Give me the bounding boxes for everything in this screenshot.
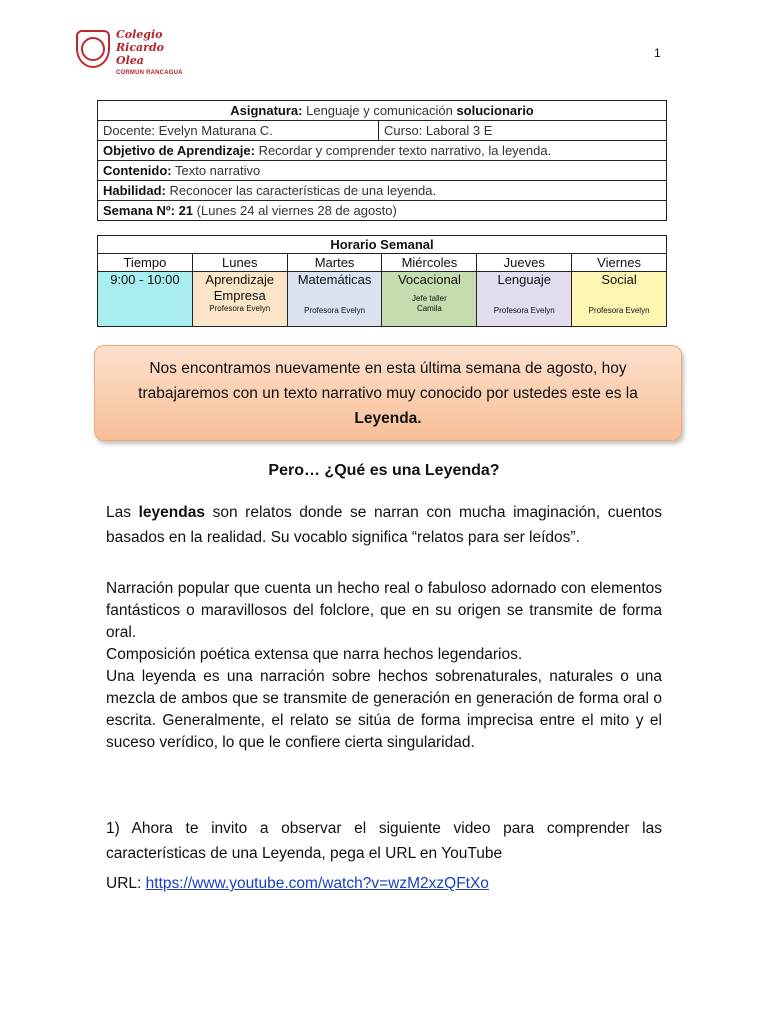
schedule-title: Horario Semanal: [98, 236, 667, 254]
header-tiempo: Tiempo: [98, 254, 193, 272]
habilidad-value: Reconocer las características de una leyenda.: [169, 183, 437, 198]
url-line: [106, 873, 662, 895]
contenido-row: [98, 161, 667, 181]
header-miercoles: Miércoles: [382, 254, 477, 272]
course-info-table: [97, 100, 667, 221]
semana-value: (Lunes 24 al viernes 28 de agosto): [196, 203, 397, 218]
docente-cell: Docente: Evelyn Maturana C.: [98, 121, 379, 141]
curso-cell: Curso: Laboral 3 E: [379, 121, 667, 141]
teacher-label: Profesora Evelyn: [588, 306, 650, 315]
task-instruction: 1) Ahora te invito a observar el siguiente video para comprender las características de una Leyenda, pega el URL en YouTube: [106, 820, 662, 862]
teacher-label: Profesora Evelyn: [304, 306, 366, 315]
callout-text: [113, 356, 663, 431]
logo-text: [116, 28, 188, 80]
intro-callout: [94, 345, 682, 441]
definition-paragraph-3: Composición poética extensa que narra hechos legendarios.: [106, 646, 523, 663]
objetivo-row: [98, 141, 667, 161]
objetivo-label: Objetivo de Aprendizaje:: [103, 143, 255, 158]
subject-label: Aprendizaje Empresa: [205, 272, 275, 303]
school-seal-icon: [76, 30, 110, 68]
asignatura-label: Asignatura:: [230, 103, 303, 118]
semana-number: 21: [178, 203, 194, 218]
asignatura-value: Lenguaje y comunicación: [306, 103, 453, 118]
contenido-value: Texto narrativo: [174, 163, 261, 178]
url-label: URL:: [106, 875, 142, 892]
schedule-cell-martes: [287, 272, 382, 327]
header-lunes: Lunes: [192, 254, 287, 272]
schedule-cell-lunes: [192, 272, 287, 327]
definition-paragraph-1: [106, 500, 662, 550]
header-jueves: Jueves: [477, 254, 572, 272]
asignatura-suffix: solucionario: [456, 103, 534, 118]
weekly-schedule-table: [97, 235, 667, 327]
habilidad-label: Habilidad:: [103, 183, 166, 198]
semana-row: [98, 201, 667, 221]
habilidad-row: [98, 181, 667, 201]
header-viernes: Viernes: [572, 254, 667, 272]
schedule-cell-viernes: [572, 272, 667, 327]
contenido-label: Contenido:: [103, 163, 172, 178]
schedule-cell-jueves: [477, 272, 572, 327]
teacher-label: Jefe taller Camila: [412, 294, 447, 313]
callout-body: Nos encontramos nuevamente en esta última semana de agosto, hoy trabajaremos con un texto narrativo muy conocido por ustedes este es la: [138, 359, 638, 402]
semana-label: Semana Nº:: [103, 203, 175, 218]
logo-line-1: Colegio: [116, 28, 163, 41]
subject-label: Lenguaje: [497, 272, 551, 287]
page-number: 1: [654, 46, 661, 60]
subject-label: Vocacional: [397, 272, 461, 287]
definition-paragraph-4: Una leyenda es una narración sobre hechos sobrenaturales, naturales o una mezcla de ambos que se transmite de generación en generación de forma oral o escrita. Generalmente, el relato se sitúa de forma imprecisa entre el mito y el suceso verídico, lo que le confiere cierta singularidad.: [106, 668, 662, 751]
teacher-label: Profesora Evelyn: [493, 306, 555, 315]
callout-bold: Leyenda.: [354, 409, 422, 427]
teacher-label: Profesora Evelyn: [209, 304, 271, 313]
p1-bold: leyendas: [138, 504, 205, 521]
logo-line-2: Ricardo Olea: [116, 41, 164, 67]
section-title: Pero… ¿Qué es una Leyenda?: [268, 462, 500, 479]
logo-line-3: CORMUN RANCAGUA: [116, 70, 183, 76]
header-martes: Martes: [287, 254, 382, 272]
asignatura-row: [98, 101, 667, 121]
time-cell: 9:00 - 10:00: [98, 272, 193, 327]
definition-paragraph-2: Narración popular que cuenta un hecho real o fabuloso adornado con elementos fantásticos o maravillosos del folclore, que en su origen se transmite de forma oral.: [106, 580, 662, 641]
youtube-link[interactable]: https://www.youtube.com/watch?v=wzM2xzQFtXo: [145, 875, 489, 892]
subject-label: Matemáticas: [297, 272, 372, 287]
p1-start: Las: [106, 504, 131, 521]
p1-rest: son relatos donde se narran con mucha imaginación, cuentos basados en la realidad. Su vocablo significa “relatos para ser leídos”.: [106, 504, 662, 546]
schedule-cell-miercoles: [382, 272, 477, 327]
definition-paragraphs: [106, 578, 662, 754]
objetivo-value: Recordar y comprender texto narrativo, la leyenda.: [258, 143, 552, 158]
school-logo: [76, 28, 188, 76]
subject-label: Social: [601, 272, 637, 287]
